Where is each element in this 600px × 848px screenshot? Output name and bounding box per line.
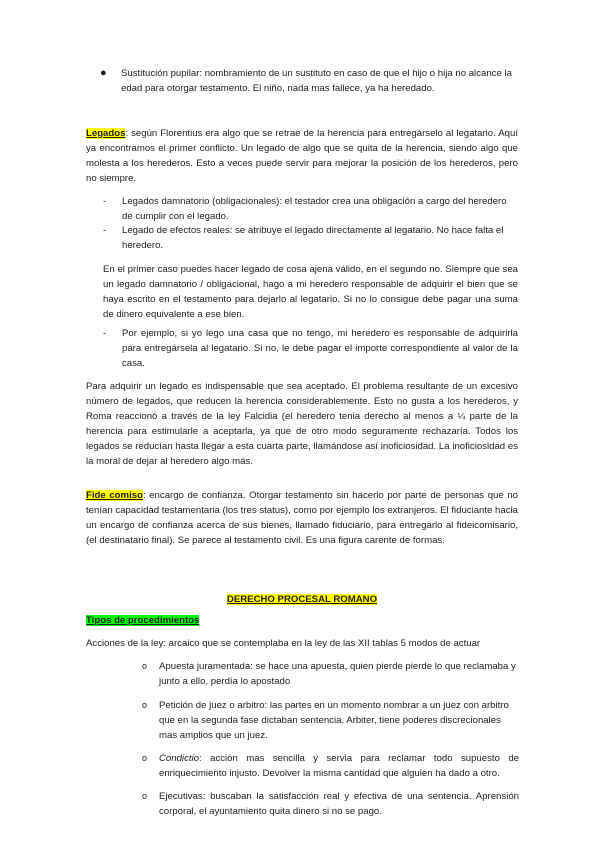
item-text: Petición de juez o arbitro: las partes en un momento nombrar a un juez con arbitro que en la segunda fase dictaban sentencia. Arbiter, tiene poderes discrecionales mas amplios que un juez. [159, 700, 509, 741]
dash-icon: - [103, 225, 107, 236]
legados-paragraph [86, 126, 518, 186]
fideicomiso-paragraph [86, 488, 518, 548]
fideicomiso-term: Fide comiso [86, 490, 143, 501]
item-text: Ejecutivas: buscaban la satisfacción real y efectiva de una sentencia. Aprensión corporal, el ayuntamiento quita dinero si no se pago. [159, 791, 519, 817]
ley-falcidia-paragraph: Para adquirir un legado es indispensable que sea aceptado. El problema resultante de un excesivo número de legados, que reducen la herencia considerablemente. Esto no gusta a los herederos, y Roma reaccionó a través de la ley Falcidia (el heredero tenia derecho al menos a ¼ parte de la herencia para estimularle a aceptarla, ya que de otro modo seguramente rechazaría. Todos los legados se reducían hasta llegar a esta cuarta parte, llamándose así inoficiosidad. La inoficiosidad es la moral de dejar al heredero algo más. [86, 381, 518, 467]
item-lead: Condictio [159, 753, 199, 764]
item-text: : acción mas sencilla y servia para reclamar todo supuesto de enriquecimiento injusto. Devolver la misma cantidad que alguien ha dado a otro. [159, 753, 519, 779]
intro-bullet-text: Sustitución pupilar: nombramiento de un sustituto en caso de que el hijo o hija no alcance la edad para otorgar testamento. El niño, nada mas fallece, ya ha heredado. [121, 68, 512, 94]
circle-bullet-icon: o [142, 700, 148, 710]
fideicomiso-definition: : encargo de confianza. Otorgar testamento sin hacerlo por parte de personas que no tenían capacidad testamentaria (los tres status), como por ejemplo los extranjeros. El fiduciante hacia un encargo de confianza acerca de sus bienes, llamado fiduciario, para entregarlo al fideicomisario, (el destinatario final). Se parece al testamento civil. Es una figura carente de formas. [86, 490, 518, 546]
circle-bullet-icon: o [142, 661, 148, 671]
dash-icon: - [103, 328, 107, 339]
circle-bullet-icon: o [142, 753, 148, 763]
acciones-intro: Acciones de la ley: arcaico que se contemplaba en la ley de las XII tablas 5 modos de actuar [86, 638, 481, 649]
section-heading [86, 592, 518, 607]
legados-term: Legados [86, 128, 126, 139]
item-text: Apuesta juramentada: se hace una apuesta, quien pierde pierde lo que reclamaba y junto a ello, perdía lo apostado [159, 661, 516, 687]
circle-bullet-icon: o [142, 791, 148, 801]
subheading [86, 613, 518, 628]
dash-icon: - [103, 196, 107, 207]
legado-cosa-ajena-paragraph: En el primer caso puedes hacer legado de cosa ajena válido, en el segundo no. Siempre que sea un legado damnatorio / obligacional, hago a mi heredero responsable de adquirir el bien que se haya escrito en el testamento para dejarlo al legatario. Si no lo consigue debe pagar una suma de dinero equivalente a ese bien. [103, 264, 518, 320]
example-item-text: Por ejemplo, si yo lego una casa que no tengo, mi heredero es responsable de adquirirla para entregársela al legatario. Si no, le debe pagar el importe correspondiente al valor de la casa. [122, 328, 518, 369]
subheading-text: Tipos de procedimientos [86, 615, 200, 626]
dash-item-text: Legados damnatorio (obligacionales): el testador crea una obligación a cargo del heredero de cumplir con el legado. [122, 196, 507, 222]
section-heading-text: DERECHO PROCESAL ROMANO [226, 594, 378, 605]
bullet-dot-icon: ● [100, 67, 107, 79]
dash-item-text: Legado de efectos reales: se atribuye el legado directamente al legatario. No hace falta el heredero. [122, 225, 504, 251]
legados-definition: : según Florentius era algo que se retrae de la herencia para entregárselo al legatario. Aquí ya encontramos el primer conflicto. Un legado de algo que se quita de la herencia, siendo algo que molesta a los herederos. Esto a veces puede servir para mejorar la posición de los herederos, pero no siempre. [86, 128, 518, 184]
